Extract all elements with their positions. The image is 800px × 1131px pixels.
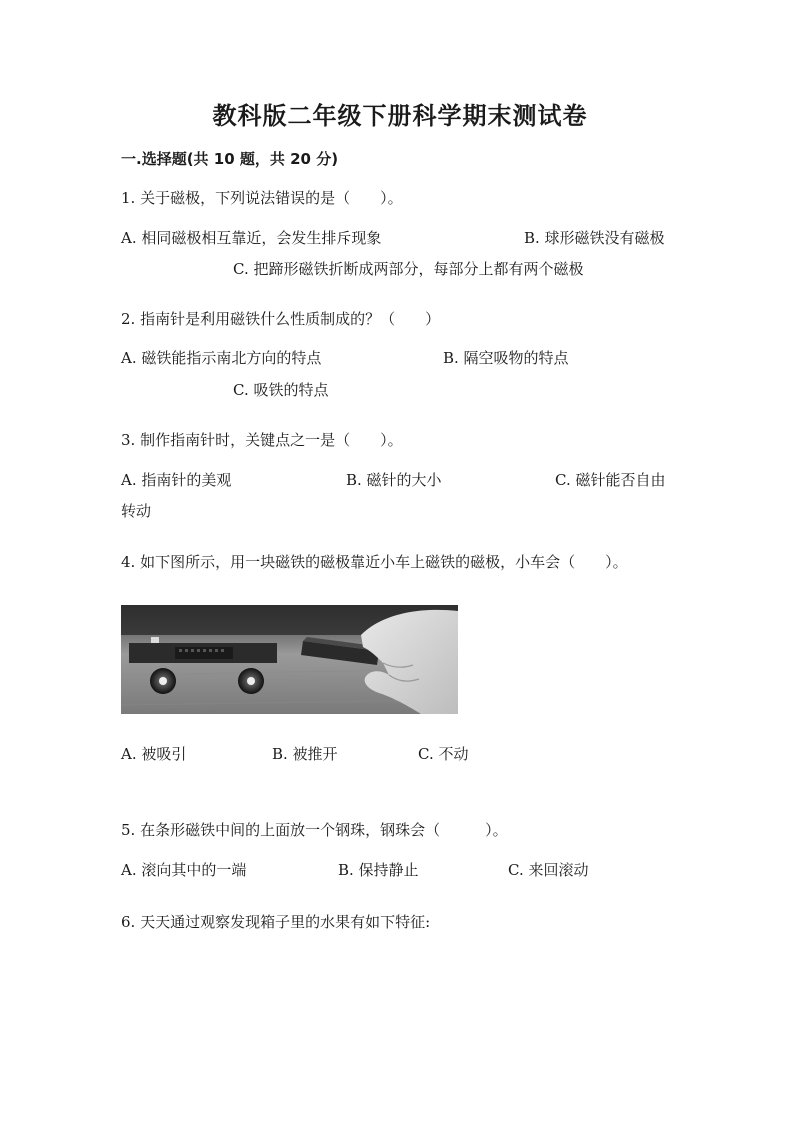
question-5-option-a[interactable]: A. 滚向其中的一端 xyxy=(121,861,247,879)
question-2-option-b[interactable]: B. 隔空吸物的特点 xyxy=(443,349,569,367)
question-1-stem: 1. 关于磁极，下列说法错误的是（ ）。 xyxy=(121,189,403,207)
section-heading: 一.选择题(共 10 题，共 20 分) xyxy=(121,150,339,168)
question-4-option-c[interactable]: C. 不动 xyxy=(418,745,469,763)
question-3-option-c[interactable]: C. 磁针能否自由 xyxy=(555,471,666,489)
question-5-stem: 5. 在条形磁铁中间的上面放一个钢珠，钢珠会（ ）。 xyxy=(121,821,508,839)
question-4-stem: 4. 如下图所示，用一块磁铁的磁极靠近小车上磁铁的磁极，小车会（ ）。 xyxy=(121,553,628,571)
question-4-option-a[interactable]: A. 被吸引 xyxy=(121,745,187,763)
question-2-option-c[interactable]: C. 吸铁的特点 xyxy=(233,381,329,399)
question-1-option-c[interactable]: C. 把蹄形磁铁折断成两部分，每部分上都有两个磁极 xyxy=(233,260,584,278)
page-title: 教科版二年级下册科学期末测试卷 xyxy=(212,101,588,130)
question-3-stem: 3. 制作指南针时，关键点之一是（ ）。 xyxy=(121,431,403,449)
question-4-option-b[interactable]: B. 被推开 xyxy=(272,745,338,763)
question-6-stem: 6. 天天通过观察发现箱子里的水果有如下特征: xyxy=(121,913,431,931)
question-1-option-b[interactable]: B. 球形磁铁没有磁极 xyxy=(524,229,665,247)
question-3-option-a[interactable]: A. 指南针的美观 xyxy=(121,471,232,489)
question-3-option-c-continued: 转动 xyxy=(121,502,152,520)
toy-car-magnet-photo xyxy=(121,605,458,714)
question-2-stem: 2. 指南针是利用磁铁什么性质制成的？（ ） xyxy=(121,310,441,328)
question-1-option-a[interactable]: A. 相同磁极相互靠近，会发生排斥现象 xyxy=(121,229,382,247)
question-2-option-a[interactable]: A. 磁铁能指示南北方向的特点 xyxy=(121,349,322,367)
question-5-option-c[interactable]: C. 来回滚动 xyxy=(508,861,589,879)
question-5-option-b[interactable]: B. 保持静止 xyxy=(338,861,419,879)
question-3-option-b[interactable]: B. 磁针的大小 xyxy=(346,471,442,489)
